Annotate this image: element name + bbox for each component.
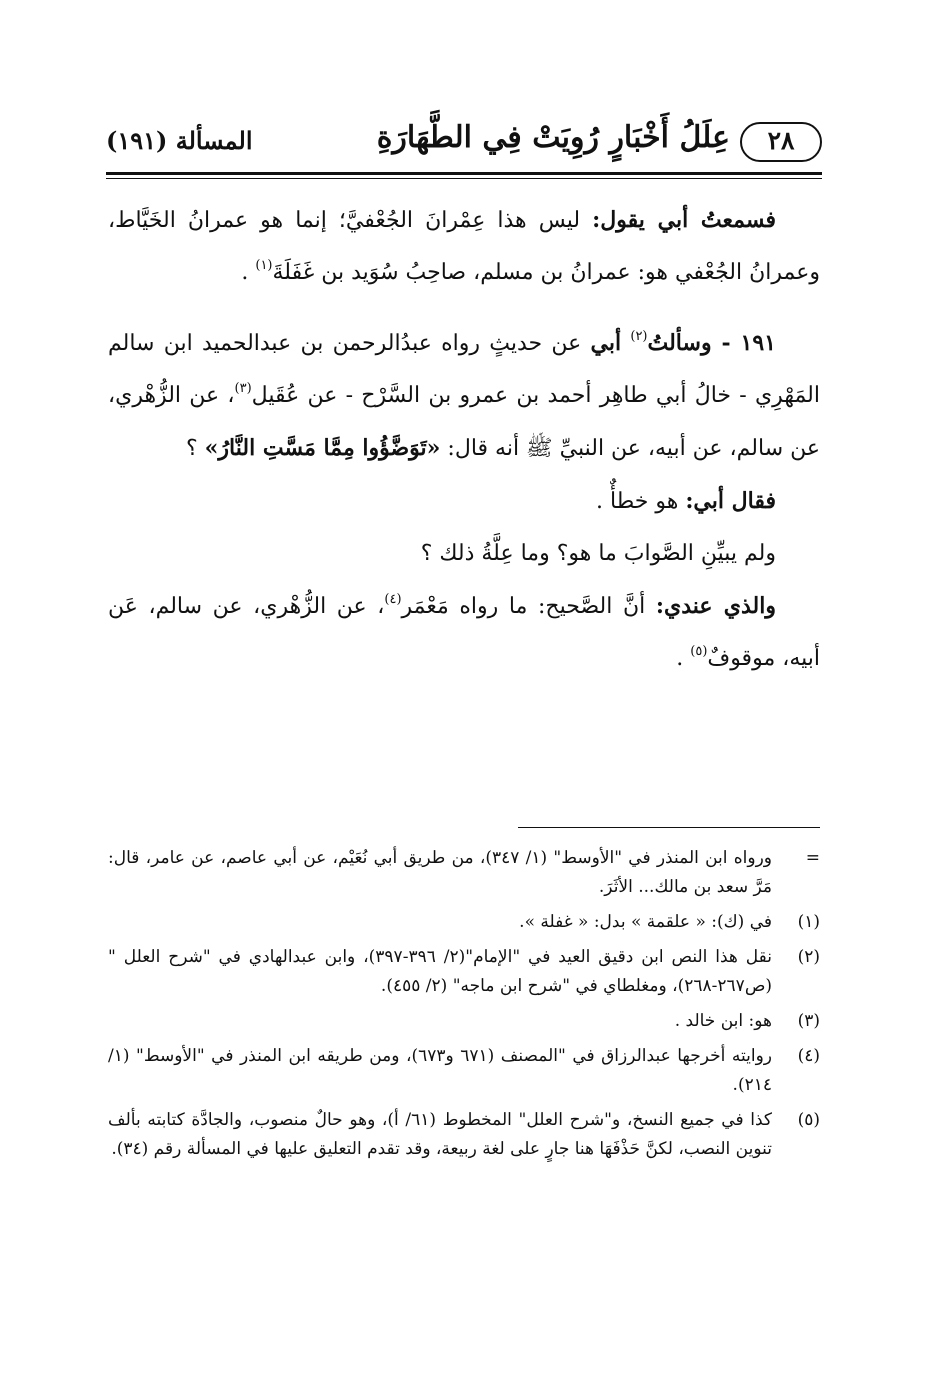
footnote-mark: (١) [797, 912, 820, 932]
hadith-quote: «تَوَضَّؤُوا مِمَّا مَسَّتِ النَّارُ» [204, 435, 441, 461]
para1-end: . [241, 260, 249, 285]
paragraph-3 [108, 475, 820, 528]
footnote-1 [108, 908, 820, 937]
para2-end: ؟ [185, 436, 198, 461]
para4-text: ولم يبيِّنِ الصَّوابَ ما هو؟ وما عِلَّةُ ذلك ؟ [420, 541, 776, 566]
footnote-ref-4[interactable]: (٤) [384, 592, 402, 607]
footnote-mark: (٢) [797, 947, 820, 967]
main-text [108, 194, 820, 685]
para2-text1: عن حديثٍ رواه عبدُالرحمن بن عبدالحميد ابن سالم المَهْرِي - خالُ أبي طاهِر أحمد بن عمرو بن السَّرْح - عن عُقَيل [108, 331, 820, 408]
header-rule-thin [106, 178, 822, 179]
footnote-ref-5[interactable]: (٥) [690, 644, 708, 659]
footnote-text: في (ك): « علقمة » بدل: « غفلة ». [519, 912, 772, 932]
paragraph-issue-191 [108, 317, 820, 475]
footnote-ref-1[interactable]: (١) [255, 258, 273, 273]
para3-lead: فقال أبي: [685, 488, 776, 514]
footnote-mark: = [805, 848, 820, 868]
para2-text2: ، عن الزُّهْري، عن سالم، عن أبيه، عن النبيِّ ﷺ أنه قال: [108, 383, 820, 461]
para2-lead2: أبي [590, 330, 622, 356]
footnote-text: هو: ابن خالد . [674, 1011, 772, 1031]
footnote-mark: (٥) [797, 1110, 820, 1130]
para5-text1: أنَّ الصَّحيح: ما رواه مَعْمَر [401, 594, 646, 619]
footnote-text: كذا في جميع النسخ، و"شرح العلل" المخطوط (٦١/ أ)، وهو حالٌ منصوب، والجادَّة كتابته بألف تنوين النصب، لكنَّ حَذْفَهَا هنا جارٍ على لغة ربيعة، وقد تقدم التعليق عليها في المسألة رقم (٣٤). [108, 1110, 772, 1159]
footnote-2 [108, 943, 820, 1001]
footnote-continuation [108, 844, 820, 902]
footnote-text: روايته أخرجها عبدالرزاق في "المصنف (٦٧١ و٦٧٣)، ومن طريقه ابن المنذر في "الأوسط" (١/ ٢١٤). [108, 1046, 772, 1095]
footnote-text: ورواه ابن المنذر في "الأوسط" (١/ ٣٤٧)، من طريق أبي نُعَيْم، عن أبي عاصم، عن عامر، قال: مَرَّ سعد بن مالك... الأثَرَ. [108, 848, 772, 897]
paragraph-1 [108, 194, 820, 299]
footnote-text: نقل هذا النص ابن دقيق العيد في "الإمام"(٢/ ٣٩٦-٣٩٧)، وابن عبدالهادي في "شرح العلل " (ص٢٦٧-٢٦٨)، ومغلطاي في "شرح ابن ماجه" (٢/ ٤٥٥). [108, 947, 773, 996]
para5-end: . [676, 646, 684, 671]
para5-text2: ، عن الزُّهْري، عن سالم، عَن أبيه، موقوفٌ [108, 594, 820, 671]
footnote-ref-2[interactable]: (٢) [630, 329, 648, 344]
footnote-4 [108, 1042, 820, 1100]
footnote-5 [108, 1106, 820, 1164]
para1-text: ليس هذا عِمْرانَ الجُعْفيَّ؛ إنما هو عمرانُ الخَيَّاط، وعمرانُ الجُعْفي هو: عمرانُ بن مسلم، صاحِبُ سُوَيد بن غَفَلَةَ [108, 208, 820, 285]
issue-label: المسألة (١٩١) [106, 126, 253, 155]
footnote-3 [108, 1007, 820, 1036]
paragraph-4 [108, 528, 820, 580]
para3-text: هو خطأٌ . [596, 489, 679, 514]
book-title: عِلَلُ أَخْبَارٍ رُوِيَتْ فِي الطَّهَارَةِ [376, 120, 730, 155]
footnotes [108, 844, 820, 1170]
page-number: ٢٨ [740, 122, 822, 162]
page-header [106, 108, 822, 172]
para5-lead: والذي عندي: [655, 593, 776, 619]
footnote-ref-3[interactable]: (٣) [234, 381, 252, 396]
footnote-mark: (٤) [797, 1046, 820, 1066]
header-rule-thick [106, 172, 822, 175]
footnote-separator [518, 827, 820, 828]
issue-number-lead: ١٩١ - وسألتُ [647, 330, 776, 356]
para1-lead: فسمعتُ أبي يقول: [592, 207, 776, 233]
paragraph-5 [108, 580, 820, 685]
footnote-mark: (٣) [797, 1011, 820, 1031]
